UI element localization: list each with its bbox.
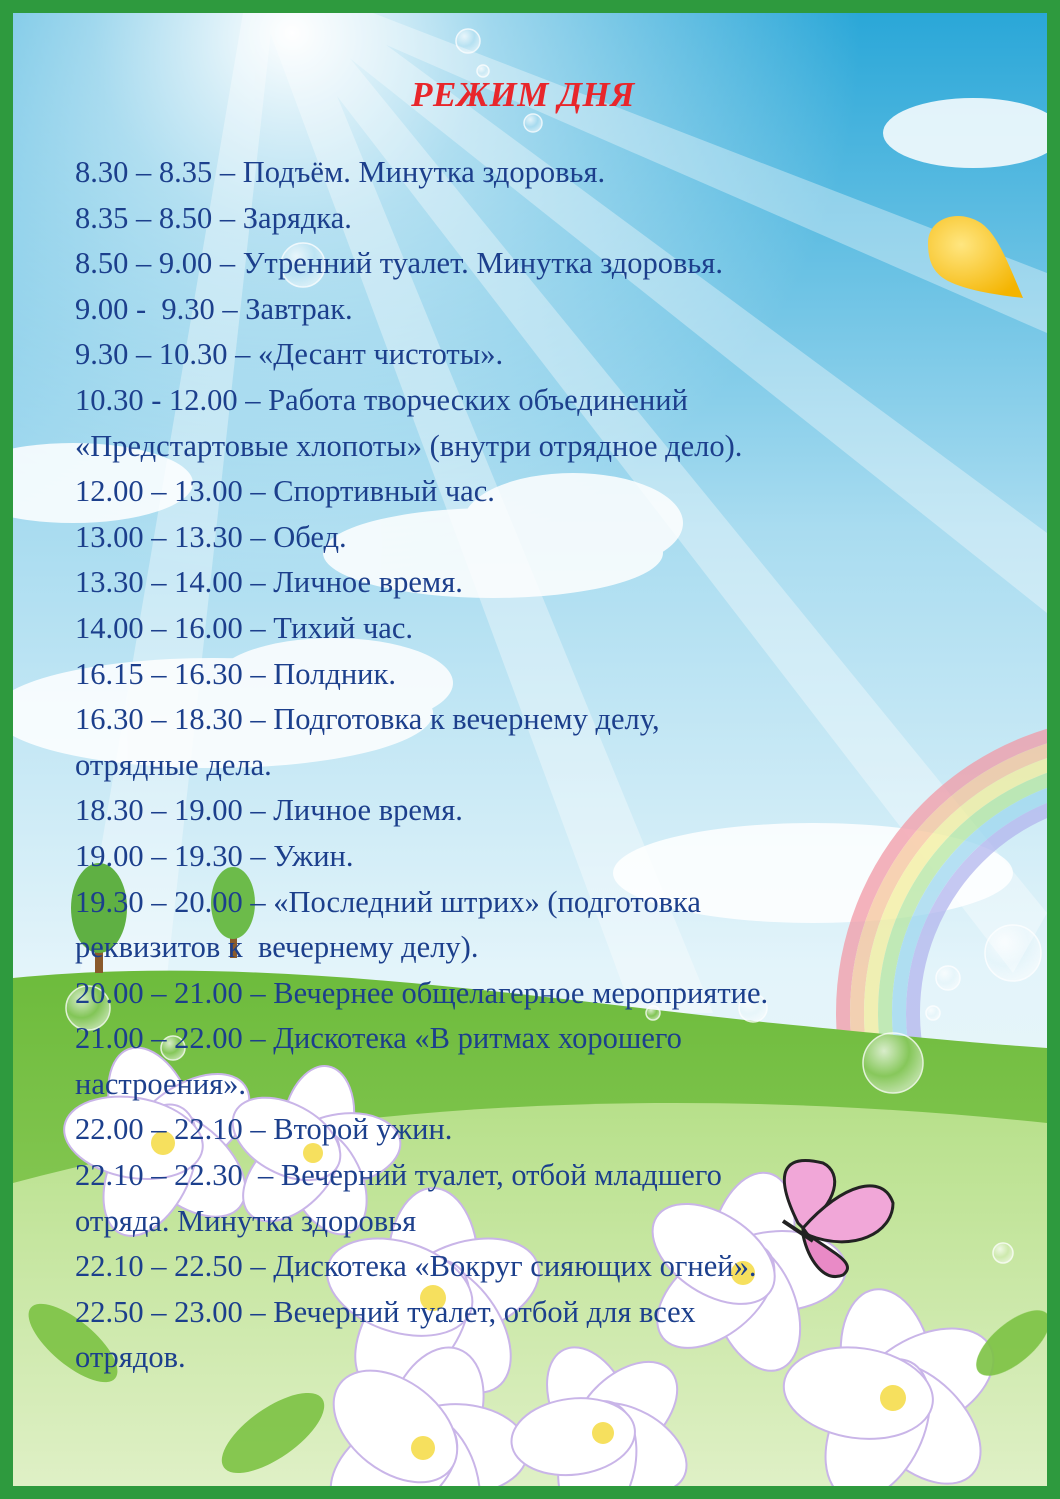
schedule-line: 19.00 – 19.30 – Ужин. <box>75 838 354 873</box>
schedule-line: 22.10 – 22.50 – Дискотека «Вокруг сияющих огней». <box>75 1249 757 1284</box>
schedule-line: 13.30 – 14.00 – Личное время. <box>75 565 463 600</box>
page-title <box>13 75 1047 115</box>
schedule-line: 8.30 – 8.35 – Подъём. Минутка здоровья. <box>75 155 606 189</box>
schedule-line: отрядные дела. <box>75 747 272 782</box>
page-title-text: РЕЖИМ ДНЯ <box>411 75 635 114</box>
schedule-line: 9.30 – 10.30 – «Десант чистоты». <box>75 337 504 372</box>
schedule-line: 14.00 – 16.00 – Тихий час. <box>75 610 414 645</box>
schedule-line: 20.00 – 21.00 – Вечернее общелагерное мероприятие. <box>75 975 769 1010</box>
schedule-line: 21.00 – 22.00 – Дискотека «В ритмах хорошего <box>75 1021 682 1056</box>
schedule-line: 22.00 – 22.10 – Второй ужин. <box>75 1112 453 1147</box>
schedule-line: 16.15 – 16.30 – Полдник. <box>75 656 396 691</box>
schedule-list <box>75 150 1015 1381</box>
schedule-line: отряда. Минутка здоровья <box>75 1203 417 1238</box>
schedule-line: настроения». <box>75 1066 247 1101</box>
schedule-line: 8.35 – 8.50 – Зарядка. <box>75 200 352 235</box>
schedule-line: 19.30 – 20.00 – «Последний штрих» (подготовка <box>75 884 701 919</box>
schedule-line: 18.30 – 19.00 – Личное время. <box>75 793 463 828</box>
schedule-line: 16.30 – 18.30 – Подготовка к вечернему делу, <box>75 702 660 737</box>
schedule-line: 13.00 – 13.30 – Обед. <box>75 519 347 554</box>
schedule-line: 9.00 - 9.30 – Завтрак. <box>75 291 353 326</box>
schedule-line: 12.00 – 13.00 – Спортивный час. <box>75 474 495 509</box>
schedule-line: «Предстартовые хлопоты» (внутри отрядное дело). <box>75 428 743 463</box>
schedule-line: 22.50 – 23.00 – Вечерний туалет, отбой для всех <box>75 1294 696 1329</box>
schedule-line: 10.30 - 12.00 – Работа творческих объединений <box>75 382 688 417</box>
schedule-line: отрядов. <box>75 1340 186 1375</box>
schedule-line: 22.10 – 22.30 – Вечерний туалет, отбой младшего <box>75 1158 722 1193</box>
schedule-line: реквизитов к вечернему делу). <box>75 930 479 965</box>
schedule-line: 8.50 – 9.00 – Утренний туалет. Минутка здоровья. <box>75 246 723 281</box>
